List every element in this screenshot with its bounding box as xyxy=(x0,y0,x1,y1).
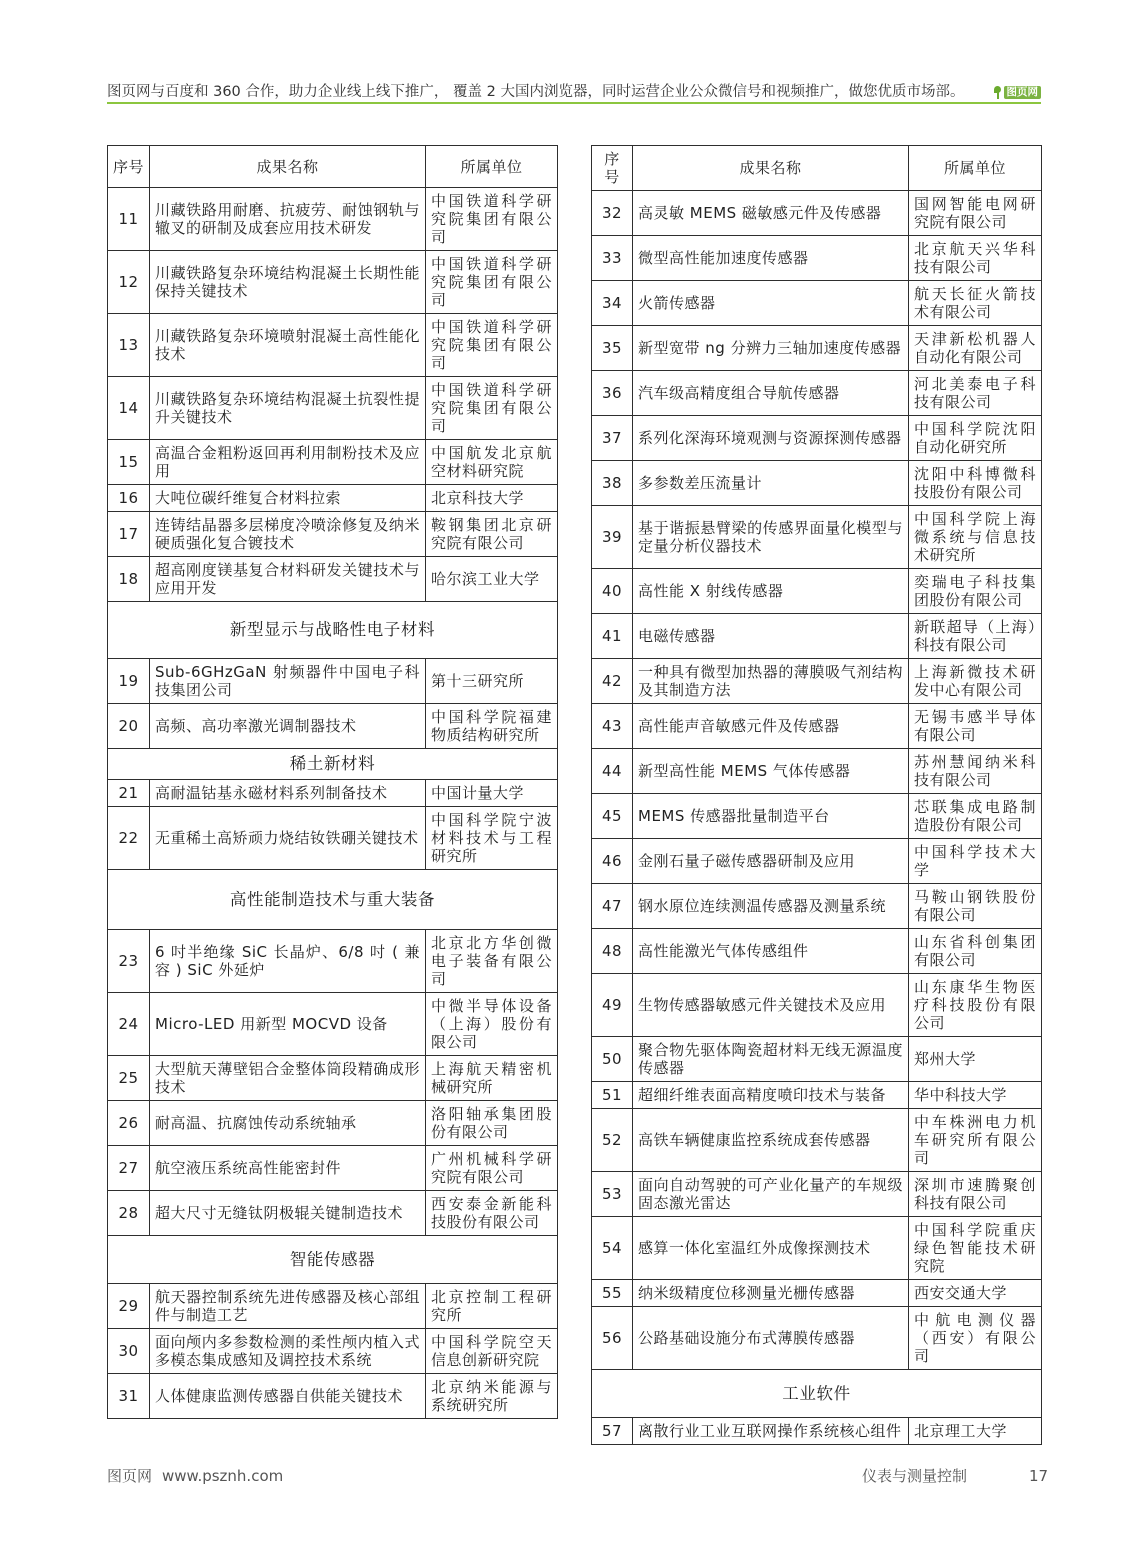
achievement-name: MEMS 传感器批量制造平台 xyxy=(633,794,909,839)
table-row xyxy=(108,1329,558,1374)
achievement-name: 航空液压系统高性能密封件 xyxy=(150,1146,426,1191)
affiliation: 中国铁道科学研究院集团有限公司 xyxy=(426,188,558,251)
row-number: 19 xyxy=(108,659,150,704)
table-row xyxy=(592,1172,1042,1217)
achievement-name: 金刚石量子磁传感器研制及应用 xyxy=(633,839,909,884)
page-footer xyxy=(107,1465,1047,1487)
achievement-name: 高铁车辆健康监控系统成套传感器 xyxy=(633,1109,909,1172)
section-row xyxy=(108,602,558,659)
row-number: 54 xyxy=(592,1217,633,1280)
achievement-name: 公路基础设施分布式薄膜传感器 xyxy=(633,1307,909,1370)
affiliation: 西安交通大学 xyxy=(909,1280,1042,1307)
row-number: 57 xyxy=(592,1418,633,1445)
table-row xyxy=(592,191,1042,236)
affiliation: 中航电测仪器（西安）有限公司 xyxy=(909,1307,1042,1370)
achievement-name: 火箭传感器 xyxy=(633,281,909,326)
section-row xyxy=(108,1236,558,1284)
affiliation: 上海航天精密机械研究所 xyxy=(426,1056,558,1101)
table-row xyxy=(108,780,558,807)
table-row xyxy=(108,659,558,704)
column-header-unit: 所属单位 xyxy=(426,146,558,188)
achievement-name: 高性能激光气体传感组件 xyxy=(633,929,909,974)
affiliation: 中国科学院空天信息创新研究院 xyxy=(426,1329,558,1374)
table-row xyxy=(108,557,558,602)
row-number: 14 xyxy=(108,377,150,440)
column-header-name: 成果名称 xyxy=(150,146,426,188)
row-number: 43 xyxy=(592,704,633,749)
affiliation: 中国科学院沈阳自动化研究所 xyxy=(909,416,1042,461)
achievement-name: 连铸结晶器多层梯度冷喷涂修复及纳米硬质强化复合镀技术 xyxy=(150,512,426,557)
table-row xyxy=(592,659,1042,704)
achievement-name: 高温合金粗粉返回再利用制粉技术及应用 xyxy=(150,440,426,485)
affiliation: 上海新微技术研发中心有限公司 xyxy=(909,659,1042,704)
achievement-name: 钢水原位连续测温传感器及测量系统 xyxy=(633,884,909,929)
row-number: 50 xyxy=(592,1037,633,1082)
affiliation: 沈阳中科博微科技股份有限公司 xyxy=(909,461,1042,506)
table-row xyxy=(592,461,1042,506)
row-number: 33 xyxy=(592,236,633,281)
affiliation: 天津新松机器人自动化有限公司 xyxy=(909,326,1042,371)
affiliation: 广州机械科学研究院有限公司 xyxy=(426,1146,558,1191)
table-row xyxy=(592,749,1042,794)
table-row xyxy=(592,1307,1042,1370)
section-row xyxy=(592,1370,1042,1418)
achievement-name: 航天器控制系统先进传感器及核心部组件与制造工艺 xyxy=(150,1284,426,1329)
achievement-name: 生物传感器敏感元件关键技术及应用 xyxy=(633,974,909,1037)
achievement-name: 川藏铁路复杂环境结构混凝土抗裂性提升关键技术 xyxy=(150,377,426,440)
achievement-name: 高性能声音敏感元件及传感器 xyxy=(633,704,909,749)
row-number: 51 xyxy=(592,1082,633,1109)
row-number: 34 xyxy=(592,281,633,326)
affiliation: 哈尔滨工业大学 xyxy=(426,557,558,602)
table-row xyxy=(592,1418,1042,1445)
row-number: 30 xyxy=(108,1329,150,1374)
affiliation: 中国科学技术大学 xyxy=(909,839,1042,884)
achievement-name: 人体健康监测传感器自供能关键技术 xyxy=(150,1374,426,1419)
affiliation: 第十三研究所 xyxy=(426,659,558,704)
row-number: 45 xyxy=(592,794,633,839)
affiliation: 中国铁道科学研究院集团有限公司 xyxy=(426,314,558,377)
affiliation: 奕瑞电子科技集团股份有限公司 xyxy=(909,569,1042,614)
left-results-table xyxy=(107,145,558,1419)
row-number: 55 xyxy=(592,1280,633,1307)
affiliation: 鞍钢集团北京研究院有限公司 xyxy=(426,512,558,557)
header-divider xyxy=(107,102,1041,104)
achievement-name: 新型宽带 ng 分辨力三轴加速度传感器 xyxy=(633,326,909,371)
table-row xyxy=(592,839,1042,884)
achievement-name: 电磁传感器 xyxy=(633,614,909,659)
achievement-name: 离散行业工业互联网操作系统核心组件 xyxy=(633,1418,909,1445)
section-row xyxy=(108,870,558,930)
page-number: 17 xyxy=(1029,1467,1049,1485)
affiliation: 北京科技大学 xyxy=(426,485,558,512)
table-row xyxy=(108,704,558,749)
affiliation: 苏州慧闻纳米科技有限公司 xyxy=(909,749,1042,794)
table-row xyxy=(592,1109,1042,1172)
table-row xyxy=(592,1217,1042,1280)
row-number: 20 xyxy=(108,704,150,749)
affiliation: 马鞍山钢铁股份有限公司 xyxy=(909,884,1042,929)
table-row xyxy=(592,1037,1042,1082)
row-number: 52 xyxy=(592,1109,633,1172)
row-number: 37 xyxy=(592,416,633,461)
table-row xyxy=(108,314,558,377)
table-row xyxy=(108,1056,558,1101)
section-title: 工业软件 xyxy=(592,1370,1042,1418)
affiliation: 航天长征火箭技术有限公司 xyxy=(909,281,1042,326)
table-row xyxy=(592,1082,1042,1109)
row-number: 56 xyxy=(592,1307,633,1370)
table-row xyxy=(108,251,558,314)
row-number: 38 xyxy=(592,461,633,506)
row-number: 48 xyxy=(592,929,633,974)
achievement-name: 无重稀土高矫顽力烧结钕铁硼关键技术 xyxy=(150,807,426,870)
achievement-name: 汽车级高精度组合导航传感器 xyxy=(633,371,909,416)
right-results-table xyxy=(591,145,1042,1445)
affiliation: 中车株洲电力机车研究所有限公司 xyxy=(909,1109,1042,1172)
footer-site-name: 图页网 xyxy=(107,1467,153,1485)
column-header-unit: 所属单位 xyxy=(909,146,1042,191)
table-row xyxy=(108,1101,558,1146)
row-number: 41 xyxy=(592,614,633,659)
row-number: 23 xyxy=(108,930,150,993)
table-row xyxy=(592,929,1042,974)
achievement-name: 微型高性能加速度传感器 xyxy=(633,236,909,281)
section-title: 智能传感器 xyxy=(108,1236,558,1284)
achievement-name: 高灵敏 MEMS 磁敏感元件及传感器 xyxy=(633,191,909,236)
row-number: 36 xyxy=(592,371,633,416)
row-number: 13 xyxy=(108,314,150,377)
table-row xyxy=(592,506,1042,569)
table-row xyxy=(592,974,1042,1037)
achievement-name: 川藏铁路复杂环境喷射混凝土高性能化技术 xyxy=(150,314,426,377)
affiliation: 山东康华生物医疗科技股份有限公司 xyxy=(909,974,1042,1037)
affiliation: 河北美泰电子科技有限公司 xyxy=(909,371,1042,416)
row-number: 26 xyxy=(108,1101,150,1146)
table-row xyxy=(108,1284,558,1329)
affiliation: 无锡韦感半导体有限公司 xyxy=(909,704,1042,749)
left-table-body xyxy=(108,188,558,1419)
section-title: 高性能制造技术与重大装备 xyxy=(108,870,558,930)
achievement-name: 超大尺寸无缝钛阴极辊关键制造技术 xyxy=(150,1191,426,1236)
section-row xyxy=(108,749,558,780)
achievement-name: 川藏铁路复杂环境结构混凝土长期性能保持关键技术 xyxy=(150,251,426,314)
affiliation: 北京纳米能源与系统研究所 xyxy=(426,1374,558,1419)
table-row xyxy=(592,1280,1042,1307)
logo-text: 图页网 xyxy=(1004,86,1042,99)
row-number: 39 xyxy=(592,506,633,569)
table-row xyxy=(108,440,558,485)
affiliation: 中国科学院福建物质结构研究所 xyxy=(426,704,558,749)
affiliation: 郑州大学 xyxy=(909,1037,1042,1082)
row-number: 21 xyxy=(108,780,150,807)
table-row xyxy=(108,1374,558,1419)
row-number: 31 xyxy=(108,1374,150,1419)
achievement-name: 高性能 X 射线传感器 xyxy=(633,569,909,614)
achievement-name: 高频、高功率激光调制器技术 xyxy=(150,704,426,749)
footer-section-title: 仪表与测量控制 xyxy=(862,1467,968,1485)
row-number: 11 xyxy=(108,188,150,251)
achievement-name: 面向颅内多参数检测的柔性颅内植入式多模态集成感知及调控技术系统 xyxy=(150,1329,426,1374)
table-row xyxy=(108,1146,558,1191)
affiliation: 山东省科创集团有限公司 xyxy=(909,929,1042,974)
column-header-no: 序号 xyxy=(592,146,633,191)
row-number: 53 xyxy=(592,1172,633,1217)
achievement-name: Micro-LED 用新型 MOCVD 设备 xyxy=(150,993,426,1056)
achievement-name: 面向自动驾驶的可产业化量产的车规级固态激光雷达 xyxy=(633,1172,909,1217)
table-row xyxy=(592,884,1042,929)
row-number: 32 xyxy=(592,191,633,236)
achievement-name: 多参数差压流量计 xyxy=(633,461,909,506)
row-number: 49 xyxy=(592,974,633,1037)
leaf-icon xyxy=(993,86,1002,99)
affiliation: 中国计量大学 xyxy=(426,780,558,807)
column-header-no: 序号 xyxy=(108,146,150,188)
row-number: 29 xyxy=(108,1284,150,1329)
row-number: 12 xyxy=(108,251,150,314)
affiliation: 中国科学院上海微系统与信息技术研究所 xyxy=(909,506,1042,569)
table-row xyxy=(108,188,558,251)
table-row xyxy=(592,371,1042,416)
table-row xyxy=(592,569,1042,614)
row-number: 18 xyxy=(108,557,150,602)
achievement-name: 6 吋半绝缘 SiC 长晶炉、6/8 吋 ( 兼容 ) SiC 外延炉 xyxy=(150,930,426,993)
row-number: 24 xyxy=(108,993,150,1056)
affiliation: 中国科学院重庆绿色智能技术研究院 xyxy=(909,1217,1042,1280)
footer-site-url: www.psznh.com xyxy=(162,1467,284,1485)
affiliation: 深圳市速腾聚创科技有限公司 xyxy=(909,1172,1042,1217)
affiliation: 中国铁道科学研究院集团有限公司 xyxy=(426,377,558,440)
table-row xyxy=(108,512,558,557)
table-header-row xyxy=(108,146,558,188)
table-row xyxy=(108,807,558,870)
row-number: 27 xyxy=(108,1146,150,1191)
section-title: 稀土新材料 xyxy=(108,749,558,780)
achievement-name: 一种具有微型加热器的薄膜吸气剂结构及其制造方法 xyxy=(633,659,909,704)
row-number: 17 xyxy=(108,512,150,557)
affiliation: 中国航发北京航空材料研究院 xyxy=(426,440,558,485)
table-row xyxy=(592,794,1042,839)
table-row xyxy=(592,614,1042,659)
table-row xyxy=(108,485,558,512)
achievement-name: 川藏铁路用耐磨、抗疲劳、耐蚀钢轨与辙叉的研制及成套应用技术研发 xyxy=(150,188,426,251)
achievement-name: 系列化深海环境观测与资源探测传感器 xyxy=(633,416,909,461)
affiliation: 中微半导体设备（上海）股份有限公司 xyxy=(426,993,558,1056)
affiliation: 北京控制工程研究所 xyxy=(426,1284,558,1329)
right-table-body xyxy=(592,191,1042,1445)
affiliation: 华中科技大学 xyxy=(909,1082,1042,1109)
table-row xyxy=(592,704,1042,749)
footer-site xyxy=(107,1465,283,1487)
achievement-name: 超高刚度镁基复合材料研发关键技术与应用开发 xyxy=(150,557,426,602)
affiliation: 中国铁道科学研究院集团有限公司 xyxy=(426,251,558,314)
achievement-name: 超细纤维表面高精度喷印技术与装备 xyxy=(633,1082,909,1109)
affiliation: 国网智能电网研究院有限公司 xyxy=(909,191,1042,236)
table-row xyxy=(592,281,1042,326)
table-row xyxy=(592,326,1042,371)
page-header xyxy=(107,82,1041,102)
achievement-name: 感算一体化室温红外成像探测技术 xyxy=(633,1217,909,1280)
affiliation: 洛阳轴承集团股份有限公司 xyxy=(426,1101,558,1146)
row-number: 28 xyxy=(108,1191,150,1236)
row-number: 22 xyxy=(108,807,150,870)
table-header-row xyxy=(592,146,1042,191)
achievement-name: 耐高温、抗腐蚀传动系统轴承 xyxy=(150,1101,426,1146)
table-row xyxy=(108,993,558,1056)
row-number: 42 xyxy=(592,659,633,704)
achievement-name: 纳米级精度位移测量光栅传感器 xyxy=(633,1280,909,1307)
row-number: 47 xyxy=(592,884,633,929)
achievement-name: Sub-6GHzGaN 射频器件中国电子科技集团公司 xyxy=(150,659,426,704)
header-promo-text: 图页网与百度和 360 合作，助力企业线上线下推广， 覆盖 2 大国内浏览器，同时运营企业公众微信号和视频推广，做您优质市场部。 xyxy=(107,84,965,100)
table-row xyxy=(108,1191,558,1236)
affiliation: 北京航天兴华科技有限公司 xyxy=(909,236,1042,281)
achievement-name: 基于谐振悬臂梁的传感界面量化模型与定量分析仪器技术 xyxy=(633,506,909,569)
affiliation: 芯联集成电路制造股份有限公司 xyxy=(909,794,1042,839)
row-number: 44 xyxy=(592,749,633,794)
achievement-name: 高耐温钴基永磁材料系列制备技术 xyxy=(150,780,426,807)
row-number: 15 xyxy=(108,440,150,485)
table-row xyxy=(108,377,558,440)
affiliation: 新联超导（上海）科技有限公司 xyxy=(909,614,1042,659)
achievement-name: 大吨位碳纤维复合材料拉索 xyxy=(150,485,426,512)
achievement-name: 新型高性能 MEMS 气体传感器 xyxy=(633,749,909,794)
row-number: 25 xyxy=(108,1056,150,1101)
table-row xyxy=(592,236,1042,281)
row-number: 46 xyxy=(592,839,633,884)
section-title: 新型显示与战略性电子材料 xyxy=(108,602,558,659)
affiliation: 北京北方华创微电子装备有限公司 xyxy=(426,930,558,993)
table-row xyxy=(592,416,1042,461)
achievement-name: 大型航天薄壁铝合金整体筒段精确成形技术 xyxy=(150,1056,426,1101)
achievement-name: 聚合物先驱体陶瓷超材料无线无源温度传感器 xyxy=(633,1037,909,1082)
site-logo xyxy=(993,86,1042,99)
affiliation: 北京理工大学 xyxy=(909,1418,1042,1445)
table-row xyxy=(108,930,558,993)
column-header-name: 成果名称 xyxy=(633,146,909,191)
row-number: 35 xyxy=(592,326,633,371)
row-number: 16 xyxy=(108,485,150,512)
row-number: 40 xyxy=(592,569,633,614)
affiliation: 西安泰金新能科技股份有限公司 xyxy=(426,1191,558,1236)
affiliation: 中国科学院宁波材料技术与工程研究所 xyxy=(426,807,558,870)
